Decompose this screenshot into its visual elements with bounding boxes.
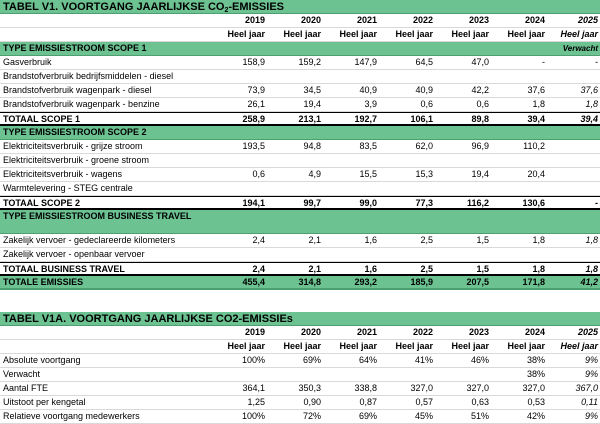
table-row xyxy=(0,410,600,424)
cell-value: 1,8 xyxy=(585,235,598,245)
table-row xyxy=(0,182,600,196)
cell-value: 1,8 xyxy=(532,99,545,109)
row-label: TOTAAL SCOPE 2 xyxy=(3,198,81,208)
cell-value: 0,63 xyxy=(471,397,489,407)
table-row xyxy=(0,354,600,368)
cell-value: 1,6 xyxy=(364,235,377,245)
cell-value: Verwacht xyxy=(562,44,598,53)
row-label: Brandstofverbruik wagenpark - diesel xyxy=(3,85,152,95)
row-label: Relatieve voortgang medewerkers xyxy=(3,411,140,421)
row-label: Warmtelevering - STEG centrale xyxy=(3,183,133,193)
unit-header: Heel jaar xyxy=(227,341,265,351)
cell-value: 41% xyxy=(414,355,433,365)
cell-value: 110,2 xyxy=(523,141,545,151)
cell-value: 69% xyxy=(302,355,321,365)
cell-value: 83,5 xyxy=(359,141,377,151)
table-body xyxy=(0,42,600,290)
cell-value: 19,4 xyxy=(303,99,321,109)
cell-value: 147,9 xyxy=(354,57,377,67)
unit-header: Heel jaar xyxy=(507,29,545,39)
row-label: TOTAAL BUSINESS TRAVEL xyxy=(3,264,125,274)
cell-value: 26,1 xyxy=(247,99,265,109)
cell-value: 39,4 xyxy=(527,114,545,124)
table-row xyxy=(0,56,600,70)
unit-header: Heel jaar xyxy=(507,341,545,351)
cell-value: 100% xyxy=(241,355,265,365)
row-label: Brandstofverbruik bedrijfsmiddelen - diesel xyxy=(3,71,174,81)
year-header: 2021 xyxy=(356,327,377,337)
table-row xyxy=(0,396,600,410)
table-row xyxy=(0,248,600,262)
cell-value: 116,2 xyxy=(466,198,489,208)
cell-value: - xyxy=(542,57,545,67)
cell-value: 0,87 xyxy=(359,397,377,407)
cell-value: 72% xyxy=(302,411,321,421)
year-header: 2022 xyxy=(412,15,433,25)
unit-header: Heel jaar xyxy=(395,341,433,351)
table-row xyxy=(0,140,600,154)
row-label: Verwacht xyxy=(3,369,41,379)
cell-value: 2,5 xyxy=(420,264,433,274)
table-row xyxy=(0,210,600,234)
cell-value: 158,9 xyxy=(242,57,265,67)
row-label: TYPE EMISSIESTROOM SCOPE 2 xyxy=(3,127,147,137)
cell-value: 45% xyxy=(414,411,433,421)
cell-value: 9% xyxy=(584,369,598,379)
cell-value: 350,3 xyxy=(298,383,321,393)
cell-value: 2,5 xyxy=(420,235,433,245)
table-title: TABEL V1A. VOORTGANG JAARLIJKSE CO2-EMISSIEs xyxy=(0,312,600,326)
cell-value: 69% xyxy=(358,411,377,421)
row-label: Uitstoot per kengetal xyxy=(3,397,86,407)
table-row xyxy=(0,262,600,276)
cell-value: 0,6 xyxy=(420,99,433,109)
unit-header: Heel jaar xyxy=(395,29,433,39)
cell-value: 1,25 xyxy=(247,397,265,407)
year-header-row xyxy=(0,14,600,28)
cell-value: 19,4 xyxy=(471,169,489,179)
cell-value: 100% xyxy=(241,411,265,421)
row-label: Elektriciteitsverbruik - wagens xyxy=(3,169,123,179)
cell-value: 1,8 xyxy=(532,264,545,274)
cell-value: 38% xyxy=(526,355,545,365)
row-label: TOTAAL SCOPE 1 xyxy=(3,114,81,124)
year-header: 2020 xyxy=(300,327,321,337)
unit-header: Heel jaar xyxy=(339,29,377,39)
row-label: Zakelijk vervoer - gedeclareerde kilometers xyxy=(3,235,176,245)
row-label: TYPE EMISSIESTROOM BUSINESS TRAVEL xyxy=(3,211,192,221)
cell-value: 77,3 xyxy=(415,198,433,208)
cell-value: 73,9 xyxy=(247,85,265,95)
cell-value: 0,53 xyxy=(527,397,545,407)
year-header: 2022 xyxy=(412,327,433,337)
cell-value: 1,5 xyxy=(476,264,489,274)
cell-value: 42,2 xyxy=(471,85,489,95)
cell-value: 455,4 xyxy=(242,277,265,287)
cell-value: 51% xyxy=(470,411,489,421)
table-row xyxy=(0,84,600,98)
cell-value: 96,9 xyxy=(471,141,489,151)
cell-value: 185,9 xyxy=(410,277,433,287)
cell-value: 1,6 xyxy=(364,264,377,274)
row-label: TYPE EMISSIESTROOM SCOPE 1 xyxy=(3,43,147,53)
table-row xyxy=(0,368,600,382)
cell-value: 99,7 xyxy=(303,198,321,208)
cell-value: 1,8 xyxy=(585,264,598,274)
row-label: Aantal FTE xyxy=(3,383,49,393)
cell-value: 327,0 xyxy=(466,383,489,393)
cell-value: 15,3 xyxy=(415,169,433,179)
cell-value: 20,4 xyxy=(527,169,545,179)
cell-value: - xyxy=(595,198,598,208)
row-label: Brandstofverbruik wagenpark - benzine xyxy=(3,99,160,109)
cell-value: 106,1 xyxy=(410,114,433,124)
unit-header-row xyxy=(0,28,600,42)
unit-header: Heel jaar xyxy=(451,341,489,351)
unit-header: Heel jaar xyxy=(283,341,321,351)
cell-value: 89,8 xyxy=(471,114,489,124)
year-header: 2023 xyxy=(468,15,489,25)
row-label: Absolute voortgang xyxy=(3,355,81,365)
row-label: Elektriciteitsverbruik - grijze stroom xyxy=(3,141,143,151)
cell-value: 39,4 xyxy=(580,114,598,124)
year-header: 2024 xyxy=(524,327,545,337)
progress-table xyxy=(0,312,600,424)
cell-value: 192,7 xyxy=(354,114,377,124)
cell-value: 0,11 xyxy=(581,397,598,407)
cell-value: 2,1 xyxy=(308,264,321,274)
year-header: 2023 xyxy=(468,327,489,337)
cell-value: 64% xyxy=(358,355,377,365)
cell-value: 1,8 xyxy=(532,235,545,245)
cell-value: 130,6 xyxy=(522,198,545,208)
table-row xyxy=(0,276,600,290)
cell-value: 15,5 xyxy=(359,169,377,179)
cell-value: 4,9 xyxy=(308,169,321,179)
cell-value: 171,8 xyxy=(522,277,545,287)
cell-value: 1,5 xyxy=(476,235,489,245)
table-row xyxy=(0,154,600,168)
cell-value: 314,8 xyxy=(298,277,321,287)
year-header: 2024 xyxy=(524,15,545,25)
row-label: Elektriciteitsverbruik - groene stroom xyxy=(3,155,150,165)
unit-header: Heel jaar xyxy=(560,29,598,39)
unit-header: Heel jaar xyxy=(339,341,377,351)
table-row xyxy=(0,382,600,396)
cell-value: 40,9 xyxy=(359,85,377,95)
cell-value: 1,8 xyxy=(585,99,598,109)
cell-value: 293,2 xyxy=(354,277,377,287)
year-header: 2021 xyxy=(356,15,377,25)
cell-value: 9% xyxy=(584,411,598,421)
cell-value: 62,0 xyxy=(415,141,433,151)
cell-value: 207,5 xyxy=(466,277,489,287)
table-row xyxy=(0,98,600,112)
year-header: 2019 xyxy=(244,327,265,337)
cell-value: 2,4 xyxy=(252,235,265,245)
cell-value: 258,9 xyxy=(242,114,265,124)
cell-value: 40,9 xyxy=(415,85,433,95)
unit-header: Heel jaar xyxy=(560,341,598,351)
table-body xyxy=(0,354,600,424)
unit-header: Heel jaar xyxy=(451,29,489,39)
cell-value: 364,1 xyxy=(242,383,265,393)
cell-value: 38% xyxy=(526,369,545,379)
unit-header: Heel jaar xyxy=(227,29,265,39)
cell-value: 194,1 xyxy=(242,198,265,208)
cell-value: 327,0 xyxy=(522,383,545,393)
table-row xyxy=(0,234,600,248)
cell-value: 94,8 xyxy=(303,141,321,151)
cell-value: 338,8 xyxy=(354,383,377,393)
cell-value: 47,0 xyxy=(471,57,489,67)
row-label: TOTALE EMISSIES xyxy=(3,277,84,287)
cell-value: 0,90 xyxy=(303,397,321,407)
cell-value: 34,5 xyxy=(303,85,321,95)
cell-value: 367,0 xyxy=(575,383,598,393)
year-header: 2025 xyxy=(577,15,598,25)
cell-value: 2,4 xyxy=(252,264,265,274)
cell-value: - xyxy=(595,57,598,67)
year-header: 2020 xyxy=(300,15,321,25)
cell-value: 9% xyxy=(584,355,598,365)
table-row xyxy=(0,168,600,182)
cell-value: 99,0 xyxy=(359,198,377,208)
cell-value: 64,5 xyxy=(415,57,433,67)
cell-value: 0,6 xyxy=(476,99,489,109)
cell-value: 3,9 xyxy=(364,99,377,109)
cell-value: 2,1 xyxy=(308,235,321,245)
cell-value: 193,5 xyxy=(242,141,265,151)
year-header-row xyxy=(0,326,600,340)
row-label: Zakelijk vervoer - openbaar vervoer xyxy=(3,249,145,259)
table-row xyxy=(0,70,600,84)
cell-value: 327,0 xyxy=(410,383,433,393)
cell-value: 41,2 xyxy=(580,277,598,287)
year-header: 2019 xyxy=(244,15,265,25)
cell-value: 46% xyxy=(470,355,489,365)
table-row xyxy=(0,112,600,126)
unit-header: Heel jaar xyxy=(283,29,321,39)
unit-header-row xyxy=(0,340,600,354)
table-row xyxy=(0,196,600,210)
cell-value: 0,6 xyxy=(252,169,265,179)
cell-value: 37,6 xyxy=(580,85,598,95)
cell-value: 0,57 xyxy=(415,397,433,407)
table-row xyxy=(0,126,600,140)
year-header: 2025 xyxy=(577,327,598,337)
cell-value: 213,1 xyxy=(298,114,321,124)
cell-value: 159,2 xyxy=(298,57,321,67)
table-title: TABEL V1. VOORTGANG JAARLIJKSE $CO_2$-EMISSIES xyxy=(0,0,600,14)
cell-value: 37,6 xyxy=(527,85,545,95)
table-row xyxy=(0,42,600,56)
cell-value: 42% xyxy=(526,411,545,421)
row-label: Gasverbruik xyxy=(3,57,52,67)
